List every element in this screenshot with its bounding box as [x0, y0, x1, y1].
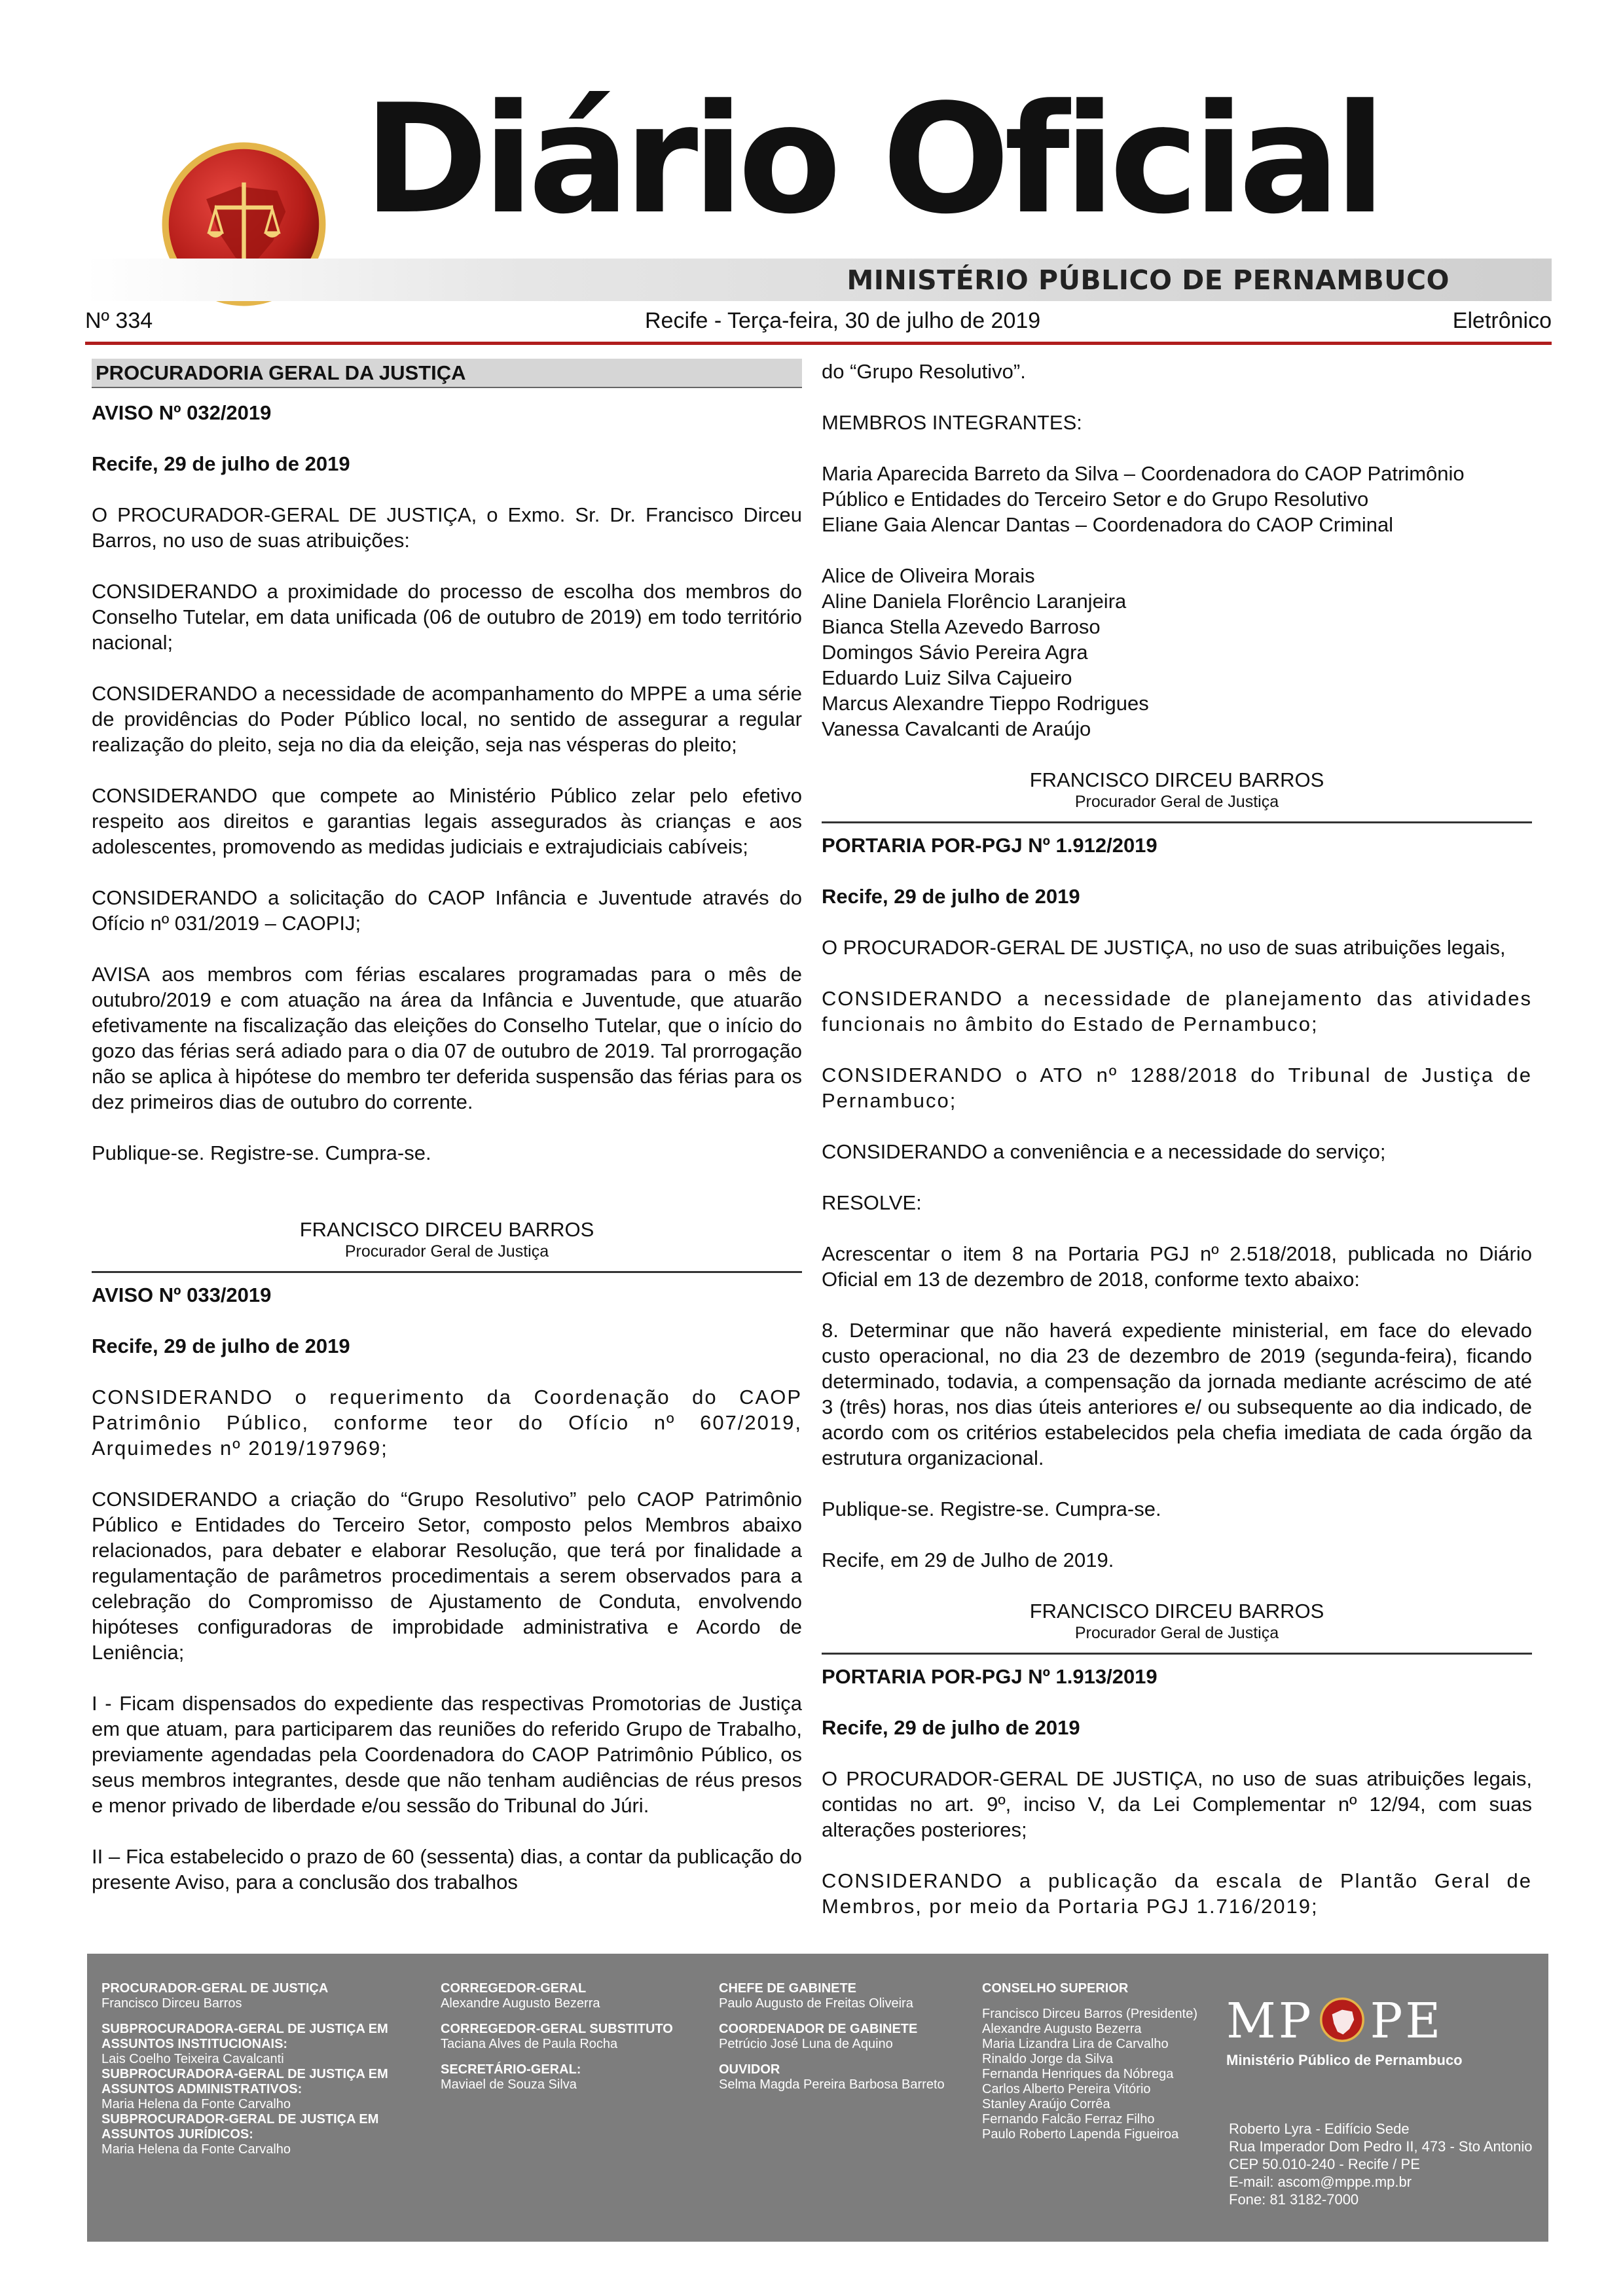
- footer-name: Lais Coelho Teixeira Cavalcanti: [101, 2052, 284, 2066]
- edition-dateline: Recife - Terça-feira, 30 de julho de 2019: [645, 308, 1041, 333]
- aviso-032-date: Recife, 29 de julho de 2019: [92, 452, 350, 475]
- footer-name: Maria Helena da Fonte Carvalho: [101, 2142, 291, 2157]
- masthead-divider: [85, 342, 1552, 345]
- list-item: Aline Daniela Florêncio Laranjeira: [822, 590, 1127, 613]
- footer-name: Stanley Araújo Corrêa: [982, 2097, 1110, 2111]
- paragraph: RESOLVE:: [822, 1191, 922, 1214]
- paragraph: CONSIDERANDO que compete ao Ministério Público zelar pelo efetivo respeito aos direitos e garantias legais assegurados às crianças e aos adolescentes, promovendo as medidas judiciais e extrajudiciais cabíveis;: [92, 784, 802, 858]
- portaria-1913-date: Recife, 29 de julho de 2019: [822, 1716, 1080, 1739]
- paragraph: do “Grupo Resolutivo”.: [822, 360, 1026, 383]
- list-item: Eduardo Luiz Silva Cajueiro: [822, 666, 1072, 689]
- footer-column-administration: [101, 1981, 409, 2157]
- footer-name: Alexandre Augusto Bezerra: [982, 2022, 1142, 2036]
- masthead-ministry: MINISTÉRIO PÚBLICO DE PERNAMBUCO: [847, 264, 1450, 296]
- footer-name: Carlos Alberto Pereira Vitório: [982, 2082, 1151, 2096]
- edition-infobar: [85, 304, 1552, 337]
- footer-name: Maria Helena da Fonte Carvalho: [101, 2097, 291, 2111]
- edition-type: Eletrônico: [1452, 308, 1552, 333]
- paragraph: II – Fica estabelecido o prazo de 60 (sessenta) dias, a contar da publicação do presente Aviso, para a conclusão dos trabalhos: [92, 1845, 802, 1893]
- left-column: [92, 359, 802, 1920]
- footer-name: Taciana Alves de Paula Rocha: [441, 2037, 618, 2051]
- signature-role: Procurador Geral de Justiça: [344, 1242, 549, 1261]
- members-heading: MEMBROS INTEGRANTES:: [822, 411, 1082, 434]
- address-line: E-mail: ascom@mppe.mp.br: [1229, 2174, 1412, 2190]
- footer-title: CORREGEDOR-GERAL: [441, 1981, 587, 1996]
- paragraph: CONSIDERANDO a publicação da escala de Plantão Geral de Membros, por meio da Portaria PGJ 1.716/2019;: [822, 1869, 1532, 1918]
- footer-name: Rinaldo Jorge da Silva: [982, 2052, 1114, 2066]
- paragraph: AVISA aos membros com férias escalares programadas para o mês de outubro/2019 e com atuação na área da Infância e Juventude, que atuarão efetivamente na fiscalização das eleições do Conselho Tutelar, que o início do gozo das férias será adiado para o dia 07 de outubro de 2019. Tal prorrogação não se aplica à hipótese do membro ter deferida suspensão das férias para os dez primeiros dias de outubro do corrente.: [92, 963, 802, 1113]
- footer-name: Fernando Falcão Ferraz Filho: [982, 2112, 1155, 2126]
- paragraph: CONSIDERANDO o requerimento da Coordenação do CAOP Patrimônio Público, conforme teor do Ofício nº 607/2019, Arquimedes nº 2019/197969;: [92, 1386, 802, 1460]
- signature-block: [92, 1217, 802, 1261]
- signature-name: FRANCISCO DIRCEU BARROS: [299, 1218, 594, 1241]
- footer-title: SUBPROCURADOR-GERAL DE JUSTIÇA EM ASSUNTOS JURÍDICOS:: [101, 2112, 379, 2142]
- paragraph: Publique-se. Registre-se. Cumpra-se.: [822, 1498, 1161, 1520]
- paragraph: O PROCURADOR-GERAL DE JUSTIÇA, no uso de suas atribuições legais, contidas no art. 9º, inciso V, da Lei Complementar nº 12/94, com suas alterações posteriores;: [822, 1767, 1532, 1841]
- paragraph: Publique-se. Registre-se. Cumpra-se.: [92, 1141, 431, 1164]
- footer-title: COORDENADOR DE GABINETE: [719, 2022, 918, 2036]
- divider: [92, 1271, 802, 1273]
- footer-name: Petrúcio José Luna de Aquino: [719, 2037, 893, 2051]
- mppe-wordmark-subtitle: Ministério Público de Pernambuco: [1226, 2052, 1463, 2068]
- members-list: [822, 563, 1532, 742]
- paragraph: CONSIDERANDO o ATO nº 1288/2018 do Tribunal de Justiça de Pernambuco;: [822, 1064, 1532, 1112]
- list-item: Eliane Gaia Alencar Dantas – Coordenadora do CAOP Criminal: [822, 513, 1394, 536]
- list-item: Alice de Oliveira Morais: [822, 564, 1035, 587]
- footer-title: SECRETÁRIO-GERAL:: [441, 2062, 581, 2077]
- footer-name: Selma Magda Pereira Barbosa Barreto: [719, 2077, 945, 2092]
- mppe-wordmark-mp: MP: [1226, 1993, 1314, 2049]
- paragraph: CONSIDERANDO a conveniência e a necessidade do serviço;: [822, 1140, 1386, 1163]
- paragraph: Acrescentar o item 8 na Portaria PGJ nº 2.518/2018, publicada no Diário Oficial em 13 de dezembro de 2018, conforme texto abaixo:: [822, 1242, 1532, 1291]
- footer-address: [1229, 2120, 1532, 2208]
- footer-title: CHEFE DE GABINETE: [719, 1981, 857, 1996]
- aviso-032-title: AVISO Nº 032/2019: [92, 401, 272, 424]
- mppe-wordmark: [1226, 1992, 1501, 2051]
- footer-title: OUVIDOR: [719, 2062, 780, 2077]
- masthead-title: Diário Oficial: [363, 73, 1380, 247]
- footer-column-gabinete: [719, 1981, 981, 2092]
- paragraph: Recife, em 29 de Julho de 2019.: [822, 1549, 1114, 1571]
- divider: [822, 821, 1532, 823]
- signature-block: [822, 1598, 1532, 1642]
- list-item: Marcus Alexandre Tieppo Rodrigues: [822, 692, 1149, 715]
- footer-name: Paulo Augusto de Freitas Oliveira: [719, 1996, 913, 2011]
- signature-block: [822, 767, 1532, 811]
- address-line: Rua Imperador Dom Pedro II, 473 - Sto Antonio: [1229, 2138, 1533, 2155]
- paragraph: CONSIDERANDO a necessidade de planejamento das atividades funcionais no âmbito do Estado de Pernambuco;: [822, 987, 1532, 1035]
- footer: [87, 1954, 1548, 2242]
- paragraph: O PROCURADOR-GERAL DE JUSTIÇA, o Exmo. Sr. Dr. Francisco Dirceu Barros, no uso de suas atribuições:: [92, 503, 802, 552]
- footer-name: Maria Lizandra Lira de Carvalho: [982, 2037, 1169, 2051]
- paragraph: 8. Determinar que não haverá expediente ministerial, em face do elevado custo operacional, no dia 23 de dezembro de 2019 (segunda-feira), ficando determinado, todavia, a compensação da jornada mediante acréscimo de até 3 (três) horas, nos dias úteis anteriores e/ ou subsequente ao dia indicado, de acordo com os critérios estabelecidos pela chefia imediata de cada órgão da estrutura organizacional.: [822, 1319, 1532, 1469]
- aviso-033-date: Recife, 29 de julho de 2019: [92, 1335, 350, 1357]
- list-item: Domingos Sávio Pereira Agra: [822, 641, 1088, 664]
- footer-title: CORREGEDOR-GERAL SUBSTITUTO: [441, 2022, 673, 2036]
- divider: [822, 1653, 1532, 1655]
- signature-role: Procurador Geral de Justiça: [1074, 1624, 1279, 1642]
- footer-title: SUBPROCURADORA-GERAL DE JUSTIÇA EM ASSUNTOS INSTITUCIONAIS:: [101, 2022, 388, 2051]
- footer-name: Maviael de Souza Silva: [441, 2077, 577, 2092]
- portaria-1912-title: PORTARIA POR-PGJ Nº 1.912/2019: [822, 834, 1158, 857]
- footer-column-conselho: [982, 1981, 1218, 2142]
- footer-title: SUBPROCURADORA-GERAL DE JUSTIÇA EM ASSUNTOS ADMINISTRATIVOS:: [101, 2067, 388, 2096]
- address-line: Roberto Lyra - Edifício Sede: [1229, 2121, 1410, 2137]
- portaria-1913-title: PORTARIA POR-PGJ Nº 1.913/2019: [822, 1665, 1158, 1688]
- address-line: Fone: 81 3182-7000: [1229, 2191, 1359, 2208]
- footer-name: Fernanda Henriques da Nóbrega: [982, 2067, 1174, 2081]
- address-line: CEP 50.010-240 - Recife / PE: [1229, 2156, 1420, 2172]
- footer-name: Paulo Roberto Lapenda Figueiroa: [982, 2127, 1179, 2142]
- aviso-033-title: AVISO Nº 033/2019: [92, 1283, 272, 1306]
- footer-column-corregedoria: [441, 1981, 702, 2092]
- paragraph: O PROCURADOR-GERAL DE JUSTIÇA, no uso de suas atribuições legais,: [822, 936, 1506, 959]
- paragraph: CONSIDERANDO a solicitação do CAOP Infância e Juventude através do Ofício nº 031/2019 – CAOPIJ;: [92, 886, 802, 935]
- section-heading: PROCURADORIA GERAL DA JUSTIÇA: [92, 359, 802, 388]
- footer-title: CONSELHO SUPERIOR: [982, 1981, 1129, 1996]
- right-column: [822, 359, 1532, 1919]
- paragraph: I - Ficam dispensados do expediente das respectivas Promotorias de Justiça em que atuam, para participarem das reuniões do referido Grupo de Trabalho, previamente agendadas pela Coordenadora do CAOP Patrimônio Público, os seus membros integrantes, desde que não tenham audiências de réus presos e menor privado de liberdade e/ou sessão do Tribunal do Júri.: [92, 1692, 802, 1817]
- coordinators-list: [822, 461, 1532, 537]
- footer-name: Francisco Dirceu Barros: [101, 1996, 242, 2011]
- edition-number: Nº 334: [85, 308, 153, 333]
- mppe-footer-logo: [1226, 1992, 1501, 2069]
- mppe-wordmark-pe: PE: [1370, 1993, 1444, 2049]
- portaria-1912-date: Recife, 29 de julho de 2019: [822, 885, 1080, 908]
- paragraph: CONSIDERANDO a necessidade de acompanhamento do MPPE a uma série de providências do Poder Público local, no sentido de assegurar a regular realização do pleito, seja no dia da eleição, seja nas vésperas do pleito;: [92, 682, 802, 756]
- mppe-seal-icon: [1319, 1997, 1365, 2043]
- signature-name: FRANCISCO DIRCEU BARROS: [1029, 1600, 1324, 1623]
- footer-name: Francisco Dirceu Barros (Presidente): [982, 2007, 1197, 2021]
- list-item: Vanessa Cavalcanti de Araújo: [822, 717, 1091, 740]
- paragraph: CONSIDERANDO a proximidade do processo de escolha dos membros do Conselho Tutelar, em data unificada (06 de outubro de 2019) em todo território nacional;: [92, 580, 802, 654]
- footer-title: PROCURADOR-GERAL DE JUSTIÇA: [101, 1981, 329, 1996]
- footer-name: Alexandre Augusto Bezerra: [441, 1996, 600, 2011]
- signature-name: FRANCISCO DIRCEU BARROS: [1029, 768, 1324, 791]
- list-item: Bianca Stella Azevedo Barroso: [822, 615, 1101, 638]
- signature-role: Procurador Geral de Justiça: [1074, 793, 1279, 811]
- list-item: Maria Aparecida Barreto da Silva – Coordenadora do CAOP Patrimônio Público e Entidades do Terceiro Setor e do Grupo Resolutivo: [822, 462, 1465, 511]
- paragraph: CONSIDERANDO a criação do “Grupo Resolutivo” pelo CAOP Patrimônio Público e Entidades do Terceiro Setor, composto pelos Membros abaixo relacionados, para debater e elaborar Resolução, que terá por finalidade a regulamentação de parâmetros procedimentais a serem observados para a celebração do Compromisso de Ajustamento de Conduta, envolvendo hipóteses configuradoras de improbidade administrativa e Acordo de Leniência;: [92, 1488, 802, 1664]
